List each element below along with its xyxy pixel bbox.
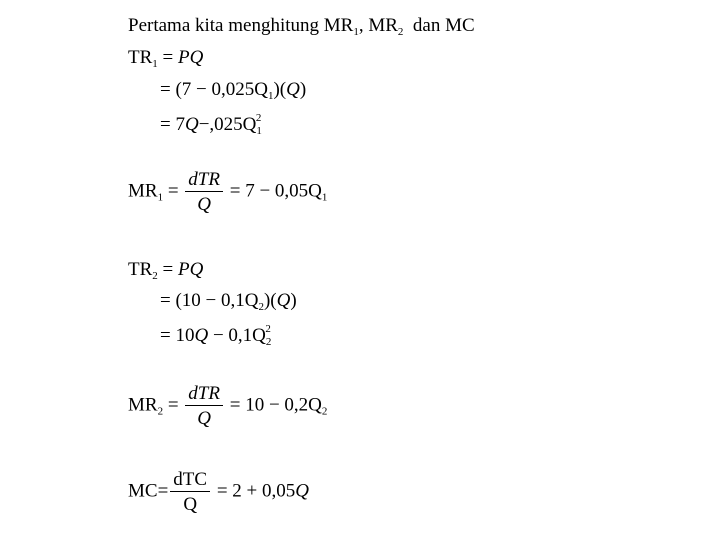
mc-numerator: dTC [170, 470, 210, 492]
tr2-l2-d: ) [290, 290, 297, 311]
mr2-rhs-sub: 2 [321, 405, 328, 418]
mr1-numerator: dTR [185, 170, 223, 192]
mr2-lhs: MR [128, 394, 158, 416]
tr2-eq: = [157, 259, 178, 280]
tr1-sub: 1 [152, 58, 158, 70]
tr2-l3-a: = 10 [160, 325, 195, 346]
mr1-rhs: = 7 − 0,05Q [224, 180, 322, 202]
mr1-rhs-sub: 1 [321, 191, 328, 204]
mc-rhs-q: Q [295, 480, 309, 502]
heading-mid: , MR [358, 15, 398, 36]
tr1-l2-d: ) [299, 79, 307, 100]
tr1-rhs: PQ [178, 47, 204, 68]
tr1-l2-q: Q [286, 79, 300, 100]
heading-tail: dan MC [403, 15, 475, 36]
mr1-equation [128, 170, 327, 214]
mr2-numerator: dTR [185, 384, 223, 406]
tr1-l3-a: = 7 [160, 114, 185, 135]
heading-text: Pertama kita menghitung MR [128, 15, 354, 36]
tr1-eq: = [157, 47, 178, 68]
mc-fraction [170, 470, 210, 514]
tr2-l2-q: Q [276, 290, 291, 311]
mr1-eq: = [163, 180, 184, 202]
mr2-rhs: = 10 − 0,2Q [224, 394, 322, 416]
tr1-l3-sub: 1 [256, 125, 262, 137]
tr1-l2-b: )( [273, 79, 287, 100]
mr1-sub: 1 [157, 191, 164, 204]
tr2-l2-b: )( [263, 290, 277, 311]
tr2-l2-sub: 2 [258, 301, 264, 313]
mc-equation [128, 470, 309, 514]
tr1-lhs: TR [128, 47, 153, 68]
tr2-l3-sub: 2 [265, 336, 272, 348]
tr2-l3-sup: 2 [265, 323, 271, 335]
heading-sub-2: 2 [397, 26, 404, 38]
tr2-l2-a: = (10 − 0,1Q [160, 290, 259, 311]
tr2-line-1 [128, 260, 203, 282]
tr1-line-3 [160, 113, 261, 137]
tr1-line-1 [128, 48, 203, 70]
tr2-line-3 [160, 324, 271, 348]
mr2-sub: 2 [157, 405, 164, 418]
tr2-l3-c: − 0,1Q [208, 325, 266, 346]
tr2-rhs: PQ [178, 259, 204, 280]
mc-denominator: Q [183, 494, 198, 515]
tr1-l3-q: Q [184, 114, 199, 135]
mr1-lhs: MR [128, 180, 158, 202]
mr2-equation [128, 384, 327, 428]
tr2-line-2 [160, 291, 297, 313]
tr1-line-2 [160, 80, 306, 102]
tr2-lhs: TR [128, 259, 153, 280]
heading [128, 16, 475, 38]
tr1-l2-sub: 1 [267, 90, 274, 102]
mr2-eq: = [163, 394, 184, 416]
mr2-denominator: Q [197, 408, 211, 429]
mr1-fraction [185, 170, 223, 214]
tr1-l3-c: −,025Q [198, 114, 257, 135]
mr1-denominator: Q [197, 194, 211, 215]
mc-rhs: = 2 + 0,05 [212, 480, 296, 502]
heading-sub-1: 1 [353, 26, 359, 38]
mr2-fraction [185, 384, 223, 428]
tr1-l2-a: = (7 − 0,025Q [160, 79, 268, 100]
tr1-l3-sup: 2 [255, 112, 262, 124]
mc-lhs: MC= [128, 480, 169, 502]
tr2-sub: 2 [152, 270, 158, 282]
tr2-l3-q: Q [194, 325, 209, 346]
